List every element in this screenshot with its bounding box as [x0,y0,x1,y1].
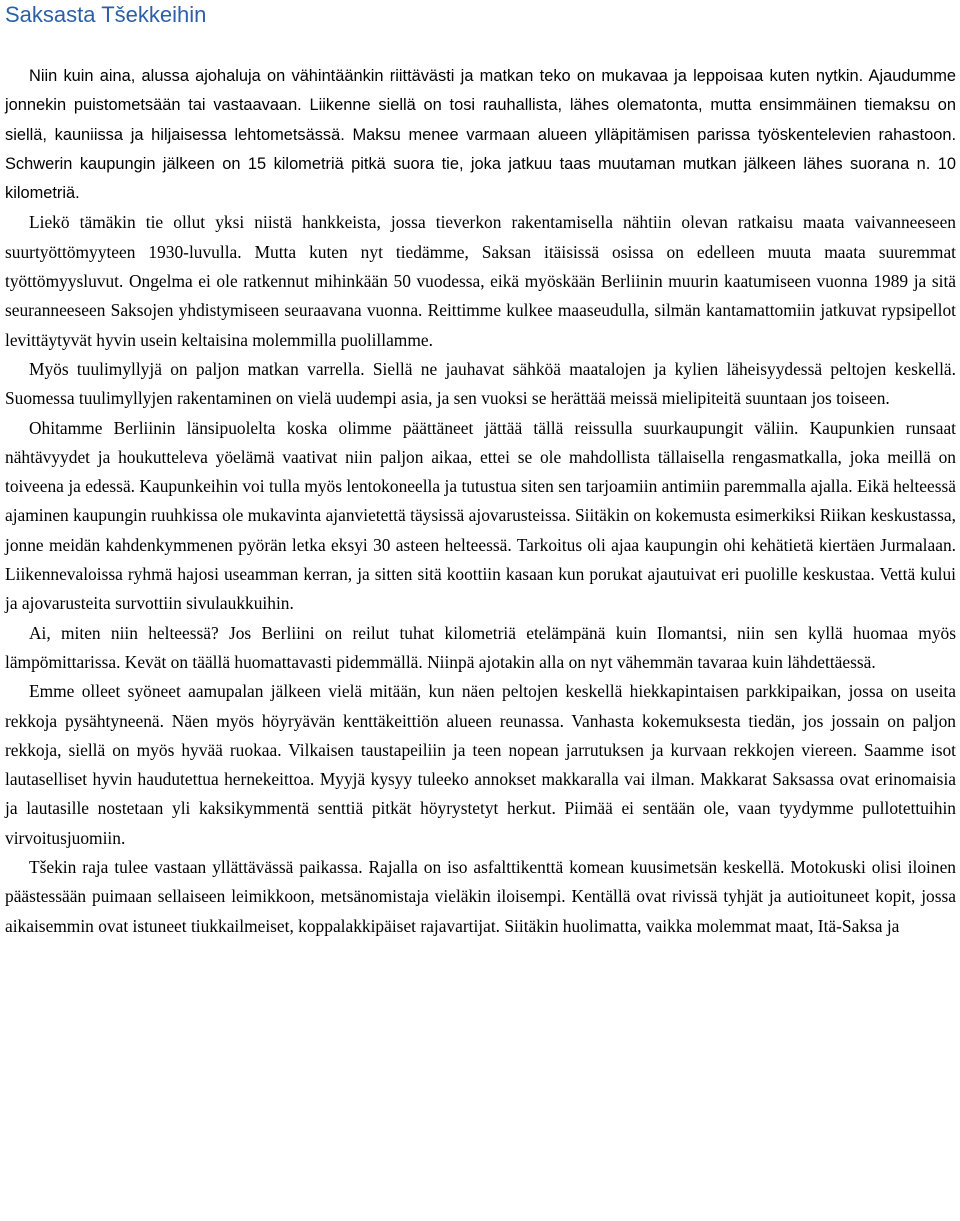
paragraph: Tšekin raja tulee vastaan yllättävässä paikassa. Rajalla on iso asfalttikenttä komean kuusimetsän keskellä. Motokuski olisi iloinen päästessään puimaan sellaiseen leimikkoon, metsänomistaja vieläkin iloisempi. Kentällä ovat rivissä tyhjät ja autioituneet kopit, jossa aikaisemmin ovat istuneet tiukkailmeiset, koppalakkipäiset rajavartijat. Siitäkin huolimatta, vaikka molemmat maat, Itä-Saksa ja [5,857,956,936]
document-title: Saksasta Tšekkeihin [5,2,207,27]
paragraph: Ai, miten niin helteessä? Jos Berliini on reilut tuhat kilometriä etelämpänä kuin Ilomantsi, niin sen kyllä huomaa myös lämpömittarissa. Kevät on täällä huomattavasti pidemmällä. Niinpä ajotakin alla on nyt vähemmän tavaraa kuin lähdettäessä. [5,622,956,672]
paragraph: Liekö tämäkin tie ollut yksi niistä hankkeista, jossa tieverkon rakentamisella nähtiin olevan ratkaisu maata vaivanneeseen suurtyöttömyyteen 1930-luvulla. Mutta kuten nyt tiedämme, Saksan itäisissä osissa on edelleen muuta maata suuremmat työttömyysluvut. Ongelma ei ole ratkennut mihinkään 50 vuodessa, eikä myöskään Berliinin muurin kaatumiseen vuonna 1989 ja sitä seuranneeseen Saksojen yhdistymiseen seuraavana vuonna. Reittimme kulkee maaseudulla, silmän kantamattomiin jatkuvat rypsipellot levittäytyvät hyvin usein keltaisina molemmilla puolillamme. [5,212,956,350]
document-body [5,62,956,941]
paragraph: Emme olleet syöneet aamupalan jälkeen vielä mitään, kun näen peltojen keskellä hiekkapintaisen parkkipaikan, jossa on useita rekkoja pysähtyneenä. Näen myös höyryävän kenttäkeittiön alueen reunassa. Vanhasta kokemuksesta tiedän, jos jossain on paljon rekkoja, siellä on myös hyvää ruokaa. Vilkaisen taustapeiliin ja teen nopean jarrutuksen ja kurvaan rekkojen viereen. Saamme isot lautaselliset hyvin haudutettua hernekeittoa. Myyjä kysyy tuleeko annokset makkaralla vai ilman. Makkarat Saksassa ovat erinomaisia ja lautasille nostetaan yli kaksikymmentä senttiä pitkät höyrystetyt herkut. Piimää ei sentään ole, vaan tyydymme pullotettuihin virvoitusjuomiin. [5,681,956,848]
paragraph: Niin kuin aina, alussa ajohaluja on vähintäänkin riittävästi ja matkan teko on mukavaa ja leppoisaa kuten nytkin. Ajaudumme jonnekin puistometsään tai vastaavaan. Liikenne siellä on tosi rauhallista, lähes olematonta, mutta ensimmäinen tiemaksu on siellä, kauniissa ja hiljaisessa lehtometsässä. Maksu menee varmaan alueen ylläpitämisen parissa työskentelevien rahastoon. Schwerin kaupungin jälkeen on 15 kilometriä pitkä suora tie, joka jatkuu taas muutaman mutkan jälkeen lähes suorana n. 10 kilometriä. [5,67,956,203]
paragraph: Ohitamme Berliinin länsipuolelta koska olimme päättäneet jättää tällä reissulla suurkaupungit väliin. Kaupunkien runsaat nähtävyydet ja houkutteleva yöelämä vaativat niin paljon aikaa, ettei se ole mahdollista tällaisella rengasmatkalla, joka meillä on toiveena ja edessä. Kaupunkeihin voi tulla myös lentokoneella ja tutustua siten sen tarjoamiin antimiin paremmalla ajalla. Eikä helteessä ajaminen kaupungin ruuhkissa ole mukavinta ajanvietettä täysissä ajovarusteissa. Siitäkin on kokemusta esimerkiksi Riikan keskustassa, jonne meidän kahdenkymmenen pyörän letka eksyi 30 asteen helteessä. Tarkoitus oli ajaa kaupungin ohi kehätietä kiertäen Jurmalaan. Liikennevaloissa ryhmä hajosi useamman kerran, ja sitten sitä koottiin kasaan kun porukat ajautuivat eri puolille keskustaa. Vettä kului ja ajovarusteita survottiin sivulaukkuihin. [5,417,956,614]
paragraph: Myös tuulimyllyjä on paljon matkan varrella. Siellä ne jauhavat sähköä maatalojen ja kylien läheisyydessä peltojen keskellä. Suomessa tuulimyllyjen rakentaminen on vielä uudempi asia, ja sen vuoksi se herättää meissä mielipiteitä suuntaan jos toiseen. [5,358,956,409]
